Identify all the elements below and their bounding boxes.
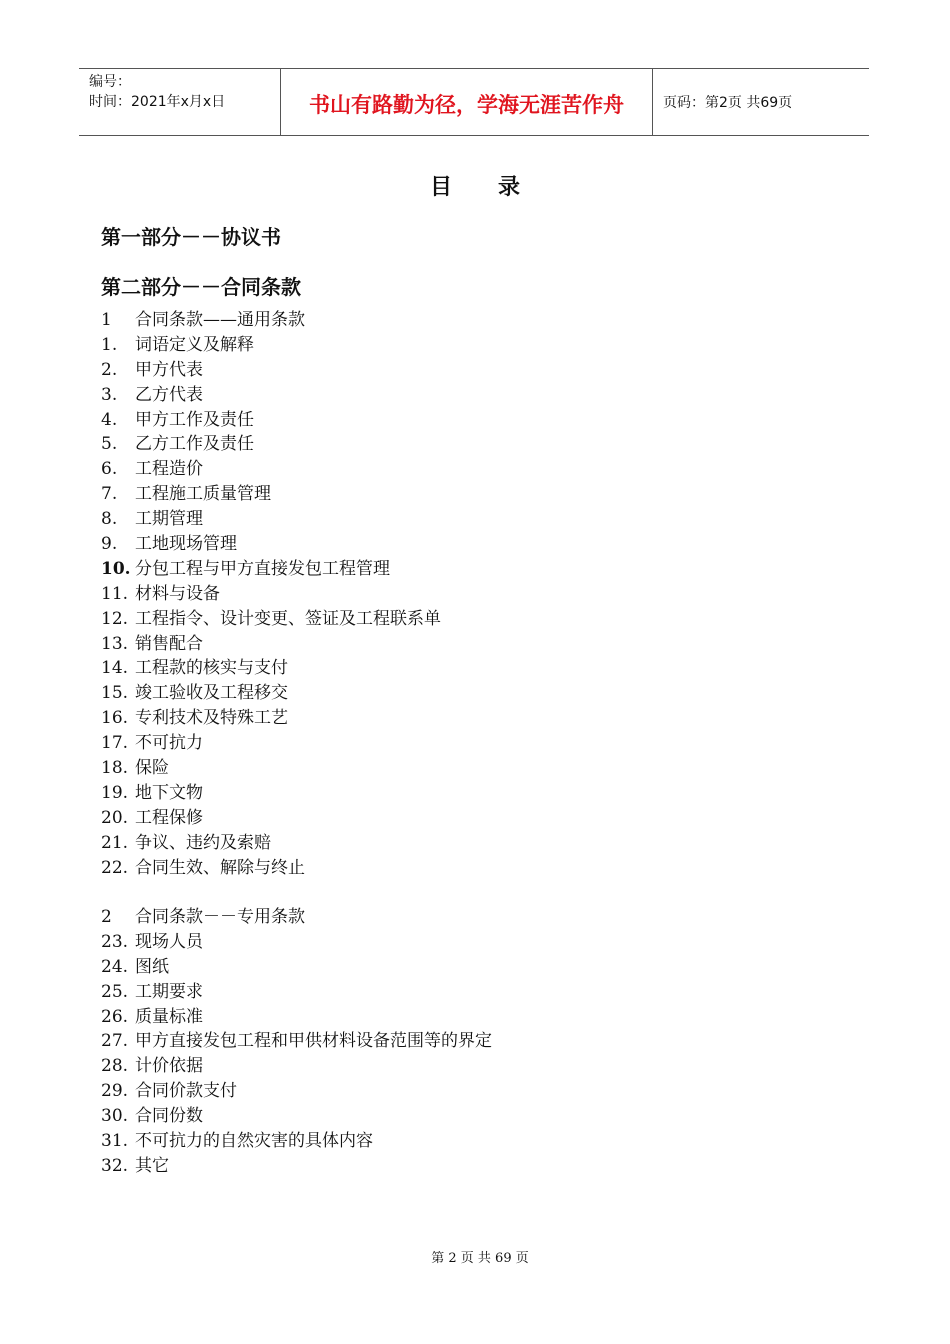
header-meta (79, 69, 280, 135)
entry-text: 工程施工质量管理 (135, 484, 271, 505)
toc-entry (101, 557, 861, 582)
toc-entry (101, 383, 861, 408)
entry-text: 工程指令、设计变更、签证及工程联系单 (135, 608, 441, 629)
entry-text: 甲方代表 (135, 359, 203, 380)
entry-number: 14. (101, 658, 129, 679)
entry-text: 工程款的核实与支付 (135, 658, 288, 679)
toc-entry (101, 681, 861, 706)
entry-number: 5. (101, 434, 118, 455)
entry-number: 25. (101, 981, 129, 1002)
entry-number: 17. (101, 733, 129, 754)
entry-number: 29. (101, 1081, 129, 1102)
entry-text: 工程保修 (135, 807, 203, 828)
entry-text: 不可抗力的自然灾害的具体内容 (135, 1131, 373, 1152)
entry-number: 18. (101, 758, 129, 779)
special-terms-list (101, 905, 861, 1179)
entry-number: 7. (101, 484, 118, 505)
entry-text: 保险 (135, 758, 169, 779)
toc-entry (101, 831, 861, 856)
section-heading-special (101, 905, 861, 930)
entry-number: 20. (101, 807, 129, 828)
toc-entry (101, 980, 861, 1005)
entry-number: 23. (101, 931, 129, 952)
entry-number: 19. (101, 782, 129, 803)
toc-entry (101, 482, 861, 507)
page-header (79, 68, 869, 136)
entry-text: 专利技术及特殊工艺 (135, 708, 288, 729)
toc-entry (101, 1154, 861, 1179)
entry-number: 11. (101, 583, 129, 604)
toc-entry (101, 930, 861, 955)
toc-entry (101, 1079, 861, 1104)
toc-entry (101, 1029, 861, 1054)
entry-text: 工程造价 (135, 459, 203, 480)
section-heading-general (101, 308, 861, 333)
toc-entry (101, 1005, 861, 1030)
entry-text: 争议、违约及索赔 (135, 832, 271, 853)
entry-text: 合同价款支付 (135, 1081, 237, 1102)
entry-number: 32. (101, 1155, 129, 1176)
toc-entry (101, 632, 861, 657)
entry-number: 15. (101, 683, 129, 704)
code-label: 编号： (89, 74, 131, 90)
entry-text: 质量标准 (135, 1006, 203, 1027)
entry-number: 4. (101, 409, 118, 430)
entry-text: 地下文物 (135, 782, 203, 803)
header-page-info: 页码：第2页 共69页 (663, 95, 793, 111)
toc-entry (101, 731, 861, 756)
section-number: 2 (101, 907, 112, 927)
entry-text: 其它 (135, 1155, 169, 1176)
toc-entry (101, 607, 861, 632)
entry-text: 计价依据 (135, 1056, 203, 1077)
entry-text: 甲方直接发包工程和甲供材料设备范围等的界定 (135, 1031, 492, 1052)
entry-number: 6. (101, 459, 118, 480)
entry-number: 26. (101, 1006, 129, 1027)
toc-entry (101, 358, 861, 383)
entry-number: 2. (101, 359, 118, 380)
entry-text: 工期管理 (135, 509, 203, 530)
entry-number: 9. (101, 534, 118, 555)
entry-text: 乙方代表 (135, 384, 203, 405)
entry-number: 3. (101, 384, 118, 405)
section-title: 合同条款－－专用条款 (135, 907, 305, 927)
entry-text: 工期要求 (135, 981, 203, 1002)
toc-entry (101, 706, 861, 731)
entry-text: 不可抗力 (135, 733, 203, 754)
part-two-heading: 第二部分－－合同条款 (101, 275, 301, 299)
page-footer: 第 2 页 共 69 页 (431, 1251, 529, 1266)
toc-entry (101, 756, 861, 781)
entry-number: 12. (101, 608, 129, 629)
entry-text: 工地现场管理 (135, 534, 237, 555)
entry-number: 16. (101, 708, 129, 729)
entry-number: 10. (101, 558, 131, 579)
entry-number: 27. (101, 1031, 129, 1052)
toc-entry (101, 955, 861, 980)
entry-text: 词语定义及解释 (135, 334, 254, 355)
entry-number: 31. (101, 1131, 129, 1152)
entry-number: 30. (101, 1106, 129, 1127)
toc-entry (101, 1054, 861, 1079)
entry-text: 现场人员 (135, 931, 203, 952)
general-terms-list (101, 308, 861, 880)
toc-entry (101, 408, 861, 433)
entry-number: 8. (101, 509, 118, 530)
toc-entry (101, 1104, 861, 1129)
section-title: 合同条款——通用条款 (135, 310, 305, 330)
toc-entry (101, 432, 861, 457)
toc-entry (101, 532, 861, 557)
entry-text: 图纸 (135, 956, 169, 977)
toc-entry (101, 1129, 861, 1154)
entry-number: 24. (101, 956, 129, 977)
entry-number: 21. (101, 832, 129, 853)
entry-text: 材料与设备 (135, 583, 220, 604)
entry-text: 销售配合 (135, 633, 203, 654)
toc-entry (101, 457, 861, 482)
entry-text: 合同份数 (135, 1106, 203, 1127)
toc-entry (101, 582, 861, 607)
toc-entry (101, 333, 861, 358)
entry-number: 13. (101, 633, 129, 654)
entry-number: 22. (101, 857, 129, 878)
page-title: 目录 (429, 175, 566, 200)
toc-entry (101, 781, 861, 806)
entry-text: 甲方工作及责任 (135, 409, 254, 430)
toc-entry (101, 856, 861, 881)
entry-text: 竣工验收及工程移交 (135, 683, 288, 704)
entry-text: 合同生效、解除与终止 (135, 857, 305, 878)
toc-entry (101, 656, 861, 681)
toc-entry (101, 507, 861, 532)
entry-text: 分包工程与甲方直接发包工程管理 (135, 558, 390, 579)
section-number: 1 (101, 310, 112, 330)
header-motto: 书山有路勤为径，学海无涯苦作舟 (280, 69, 653, 135)
toc-entry (101, 806, 861, 831)
entry-number: 1. (101, 334, 118, 355)
time-label: 时间：2021年x月x日 (89, 94, 226, 110)
entry-number: 28. (101, 1056, 129, 1077)
entry-text: 乙方工作及责任 (135, 434, 254, 455)
part-one-heading: 第一部分－－协议书 (101, 225, 281, 249)
